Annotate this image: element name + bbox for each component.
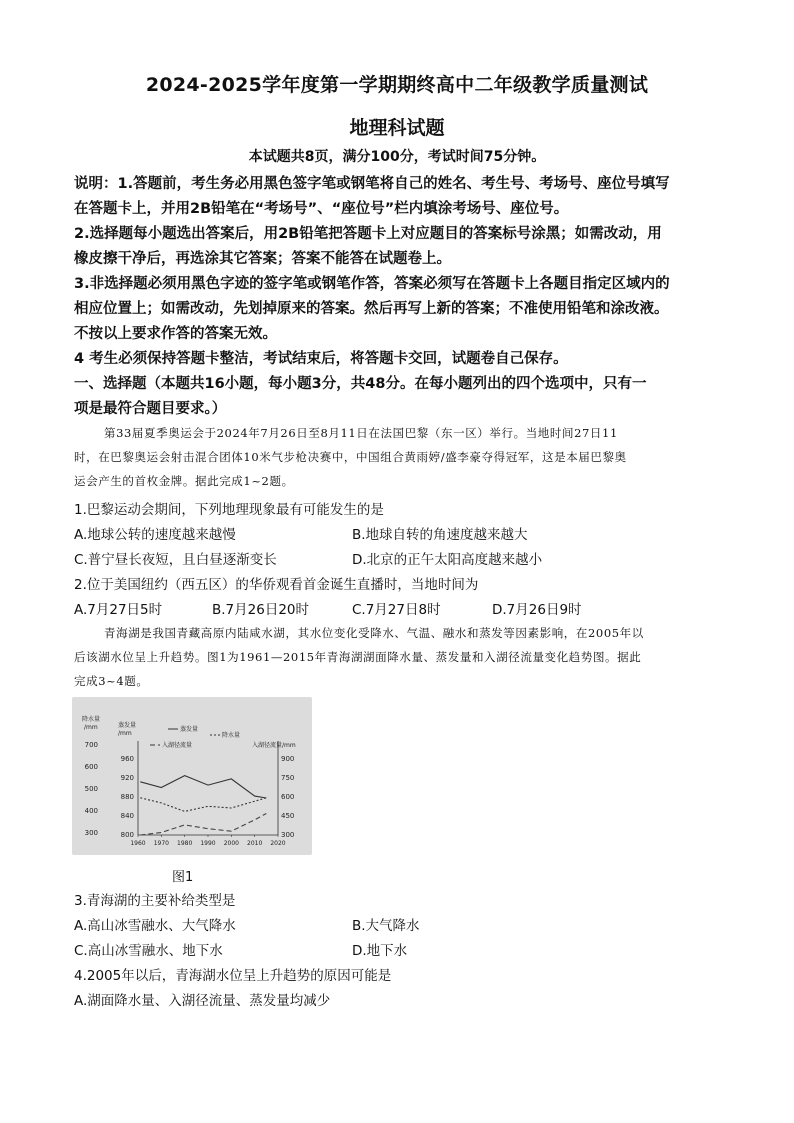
evap-tick-label: 880 xyxy=(120,793,134,801)
option-d: D.地下水 xyxy=(352,943,408,959)
evap-tick-label: 800 xyxy=(120,831,134,839)
passage-line: 后该湖水位呈上升趋势。图1为1961—2015年青海湖湖面降水量、蒸发量和入湖径流量变化趋势图。据此 xyxy=(74,650,642,664)
subject-title: 地理科试题 xyxy=(349,117,445,139)
runoff-tick-label: 300 xyxy=(281,831,295,839)
figure-1 xyxy=(72,697,312,855)
evap-tick-label: 920 xyxy=(120,774,134,782)
runoff-tick-label: 450 xyxy=(281,812,295,820)
section-heading: 一、选择题（本题共16小题，每小题3分，共48分。在每小题列出的四个选项中，只有一 xyxy=(74,376,647,392)
passage-line: 青海湖是我国青藏高原内陆咸水湖，其水位变化受降水、气温、融水和蒸发等因素影响，在2005年以 xyxy=(104,626,644,640)
instruction-line: 2.选择题每小题选出答案后，用2B铅笔把答题卡上对应题目的答案标号涂黑；如需改动，用 xyxy=(74,226,662,242)
runoff-tick-label: 900 xyxy=(281,755,295,763)
instruction-line: 3.非选择题必须用黑色字迹的签字笔或钢笔作答，答案必须写在答题卡上各题目指定区域内的 xyxy=(74,276,670,292)
runoff-axis-title: 入湖径流量/mm xyxy=(252,742,296,749)
precip-tick-label: 500 xyxy=(84,785,98,793)
precip-tick-label: 700 xyxy=(84,741,98,749)
question-stem: 3.青海湖的主要补给类型是 xyxy=(74,893,236,909)
figure-caption: 图1 xyxy=(172,870,194,885)
option-a: A.地球公转的速度越来越慢 xyxy=(74,527,236,543)
x-tick-label: 1990 xyxy=(200,840,216,847)
option-b: B.大气降水 xyxy=(352,918,420,934)
passage-line: 时，在巴黎奥运会射击混合团体10米气步枪决赛中，中国组合黄雨婷/盛李豪夺得冠军，这是本届巴黎奥 xyxy=(74,450,627,464)
precip-axis-unit: /mm xyxy=(84,724,98,731)
exam-title: 2024-2025学年度第一学期期终高中二年级教学质量测试 xyxy=(145,74,649,96)
runoff-tick-label: 600 xyxy=(281,793,295,801)
instruction-line: 相应位置上；如需改动，先划掉原来的答案。然后再写上新的答案；不准使用铅笔和涂改液。 xyxy=(74,301,669,317)
series-line xyxy=(140,776,266,798)
x-tick-label: 1960 xyxy=(130,840,146,847)
precip-axis-title: 降水量 xyxy=(82,716,101,723)
instruction-line: 不按以上要求作答的答案无效。 xyxy=(74,326,277,342)
option-b: B.地球自转的角速度越来越大 xyxy=(352,527,528,543)
x-tick-label: 1970 xyxy=(153,840,169,847)
option-c: C.普宁昼长夜短，且白昼逐渐变长 xyxy=(74,552,277,568)
x-tick-label: 2000 xyxy=(223,840,239,847)
passage-line: 运会产生的首枚金牌。据此完成1~2题。 xyxy=(74,474,294,488)
option-b: B.7月26日20时 xyxy=(212,602,309,618)
evap-axis-title: 蒸发量 xyxy=(118,722,137,729)
x-tick-label: 2020 xyxy=(270,840,286,847)
legend-label: 降水量 xyxy=(222,732,241,739)
exam-info: 本试题共8页，满分100分，考试时间75分钟。 xyxy=(248,149,546,165)
passage-line: 完成3~4题。 xyxy=(74,674,149,688)
evap-tick-label: 960 xyxy=(120,755,134,763)
instruction-line: 在答题卡上，并用2B铅笔在“考场号”、“座位号”栏内填涂考场号、座位号。 xyxy=(74,201,569,217)
legend-label: 入湖径流量 xyxy=(162,742,193,749)
trend-chart xyxy=(72,697,312,855)
option-d: D.北京的正午太阳高度越来越小 xyxy=(352,552,543,568)
x-tick-label: 1980 xyxy=(177,840,193,847)
question-stem: 1.巴黎运动会期间，下列地理现象最有可能发生的是 xyxy=(74,502,384,518)
passage-line: 第33届夏季奥运会于2024年7月26日至8月11日在法国巴黎（东一区）举行。当地时间27日11 xyxy=(104,426,618,440)
precip-tick-label: 400 xyxy=(84,807,98,815)
option-d: D.7月26日9时 xyxy=(492,602,582,618)
runoff-tick-label: 750 xyxy=(281,774,295,782)
precip-tick-label: 300 xyxy=(84,829,98,837)
x-tick-label: 2010 xyxy=(247,840,263,847)
instruction-line: 说明：1.答题前，考生务必用黑色签字笔或钢笔将自己的姓名、考生号、考场号、座位号填写 xyxy=(74,176,670,192)
legend-label: 蒸发量 xyxy=(180,726,199,733)
option-c: C.高山冰雪融水、地下水 xyxy=(74,943,223,959)
instruction-line: 橡皮擦干净后，再选涂其它答案；答案不能答在试题卷上。 xyxy=(74,251,451,267)
option-a: A.高山冰雪融水、大气降水 xyxy=(74,918,236,934)
series-line xyxy=(140,814,266,836)
evap-axis-unit: /mm xyxy=(118,730,132,737)
question-stem: 4.2005年以后，青海湖水位呈上升趋势的原因可能是 xyxy=(74,968,392,984)
option-a: A.7月27日5时 xyxy=(74,602,163,618)
evap-tick-label: 840 xyxy=(120,812,134,820)
section-heading: 项是最符合题目要求。） xyxy=(74,401,227,417)
option-a: A.湖面降水量、入湖径流量、蒸发量均减少 xyxy=(74,993,331,1009)
option-c: C.7月27日8时 xyxy=(352,602,441,618)
instruction-line: 4 考生必须保持答题卡整洁，考试结束后，将答题卡交回，试题卷自己保存。 xyxy=(74,351,568,367)
question-stem: 2.位于美国纽约（西五区）的华侨观看首金诞生直播时，当地时间为 xyxy=(74,577,479,593)
precip-tick-label: 600 xyxy=(84,763,98,771)
series-line xyxy=(140,798,266,812)
